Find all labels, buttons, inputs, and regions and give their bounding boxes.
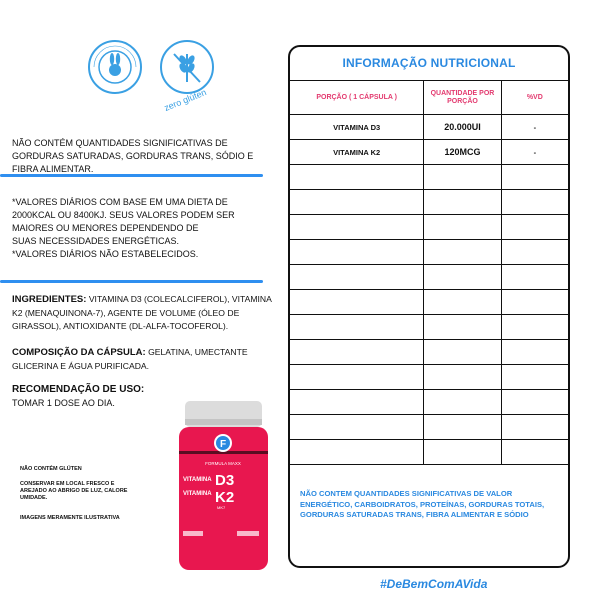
wheat-icon — [162, 42, 212, 92]
table-row — [290, 290, 568, 315]
nutrient-quantity — [424, 265, 501, 290]
gluten-free-badge — [160, 40, 214, 94]
divider — [0, 174, 263, 177]
nutrient-quantity — [424, 215, 501, 240]
product-logo: F — [219, 439, 227, 450]
table-row — [290, 365, 568, 390]
capsule-heading: COMPOSIÇÃO DA CÁPSULA: — [12, 347, 146, 358]
cruelty-free-badge — [88, 40, 142, 94]
product-bottle-image — [177, 399, 270, 572]
nutrient-name — [290, 365, 424, 390]
table-row — [290, 115, 568, 140]
storage-notice: CONSERVAR EM LOCAL FRESCO E AREJADO AO ABRIGO DE LUZ, CALORE UMIDADE. — [20, 481, 128, 501]
nutrient-name — [290, 240, 424, 265]
table-row — [290, 340, 568, 365]
header-quantity: QUANTIDADE POR PORÇÃO — [424, 81, 501, 115]
nutrient-vd — [501, 265, 568, 290]
capsule-text: GELATINA, UMECTANTE GLICERINA E ÁGUA PURIFICADA. — [12, 347, 248, 371]
table-row — [290, 315, 568, 340]
product-name-line1: VITAMINA — [183, 477, 212, 483]
product-mk: MK7 — [217, 505, 226, 510]
usage-heading: RECOMENDAÇÃO DE USO: — [12, 384, 145, 395]
daily-values-line: *VALORES DIÁRIOS COM BASE EM UMA DIETA DE 2000KCAL OU 8400KJ. SEUS VALORES PODEM SER MAIORES OU MENORES DEPENDENDO DE — [12, 197, 235, 233]
table-row — [290, 165, 568, 190]
nutrient-vd — [501, 440, 568, 465]
ingredients-text: VITAMINA D3 (COLECALCIFEROL), VITAMINA K2 (MENAQUINONA-7), AGENTE DE VOLUME (ÓLEO DE GIRASSOL), ANTIOXIDANTE (DL-ALFA-TOCOFEROL). — [12, 294, 272, 331]
rabbit-icon — [90, 42, 140, 92]
table-row — [290, 390, 568, 415]
nutrient-quantity — [424, 240, 501, 265]
hashtag: #DeBemComAVida — [380, 577, 488, 591]
nutrient-name — [290, 440, 424, 465]
ingredients-section — [12, 293, 274, 334]
table-footnote: NÃO CONTEM QUANTIDADES SIGNIFICATIVAS DE VALOR ENERGÉTICO, CARBOIDRATOS, PROTEÍNAS, GORDURAS TOTAIS, GORDURAS SATURADAS TRANS, FIBRA ALIMENTAR E SÓDIO — [300, 489, 545, 519]
nutrition-grid — [290, 80, 568, 465]
nutrient-name — [290, 290, 424, 315]
table-row — [290, 440, 568, 465]
nutrient-name — [290, 190, 424, 215]
product-name-d3: D3 — [215, 472, 235, 489]
nutrient-name — [290, 265, 424, 290]
daily-values-line: *VALORES DIÁRIOS NÃO ESTABELECIDOS. — [12, 249, 199, 259]
nutrient-name: VITAMINA D3 — [290, 115, 424, 140]
ingredients-heading: INGREDIENTES: — [12, 294, 87, 305]
product-name-k2: K2 — [215, 489, 235, 506]
capsule-section — [12, 346, 274, 373]
table-title: INFORMAÇÃO NUTRICIONAL — [342, 56, 516, 70]
table-row — [290, 190, 568, 215]
product-name-line2: VITAMINA — [183, 491, 212, 497]
nutrient-vd — [501, 315, 568, 340]
usage-text: TOMAR 1 DOSE AO DIA. — [12, 398, 115, 408]
nutrient-quantity — [424, 165, 501, 190]
nutrient-vd — [501, 290, 568, 315]
nutrient-quantity — [424, 365, 501, 390]
table-row — [290, 415, 568, 440]
nutrient-name — [290, 315, 424, 340]
nutrient-name — [290, 390, 424, 415]
nutrition-table — [288, 45, 570, 568]
daily-values-note — [12, 196, 262, 261]
table-row — [290, 140, 568, 165]
nutrient-vd — [501, 165, 568, 190]
nutrient-quantity — [424, 390, 501, 415]
nutrient-vd — [501, 390, 568, 415]
header-vd: %VD — [501, 81, 568, 115]
nutrient-name: VITAMINA K2 — [290, 140, 424, 165]
divider — [0, 280, 263, 283]
nutrient-quantity — [424, 290, 501, 315]
nutrient-vd — [501, 340, 568, 365]
table-header-row — [290, 81, 568, 115]
nutrient-vd — [501, 215, 568, 240]
nutrient-quantity — [424, 440, 501, 465]
nutrient-vd — [501, 415, 568, 440]
nutrient-quantity — [424, 315, 501, 340]
nutrient-quantity: 20.000UI — [424, 115, 501, 140]
nutrient-name — [290, 415, 424, 440]
nutrient-vd — [501, 240, 568, 265]
nutrient-quantity — [424, 415, 501, 440]
zero-gluten-label: zero glúten — [162, 87, 208, 113]
header-portion: PORÇÃO ( 1 CÁPSULA ) — [290, 81, 424, 115]
nutrient-quantity: 120MCG — [424, 140, 501, 165]
nutrient-name — [290, 215, 424, 240]
nutrient-name — [290, 165, 424, 190]
nutrient-vd — [501, 190, 568, 215]
nutrient-quantity — [424, 340, 501, 365]
table-row — [290, 215, 568, 240]
nutrient-vd: - — [501, 115, 568, 140]
table-row — [290, 265, 568, 290]
nutrient-vd: - — [501, 140, 568, 165]
daily-values-line: SUAS NECESSIDADES ENERGÉTICAS. — [12, 236, 180, 246]
product-brand: FORMULA MAXX — [205, 461, 241, 466]
images-notice: IMAGENS MERAMENTE ILUSTRATIVA — [20, 515, 120, 521]
gluten-notice: NÃO CONTÉM GLÚTEN — [20, 466, 82, 472]
table-row — [290, 240, 568, 265]
nutrient-quantity — [424, 190, 501, 215]
nutrient-name — [290, 340, 424, 365]
not-significant-notice: NÃO CONTÉM QUANTIDADES SIGNIFICATIVAS DE GORDURAS SATURADAS, GORDURAS TRANS, SÓDIO E FIBRA ALIMENTAR. — [12, 138, 254, 174]
nutrient-vd — [501, 365, 568, 390]
